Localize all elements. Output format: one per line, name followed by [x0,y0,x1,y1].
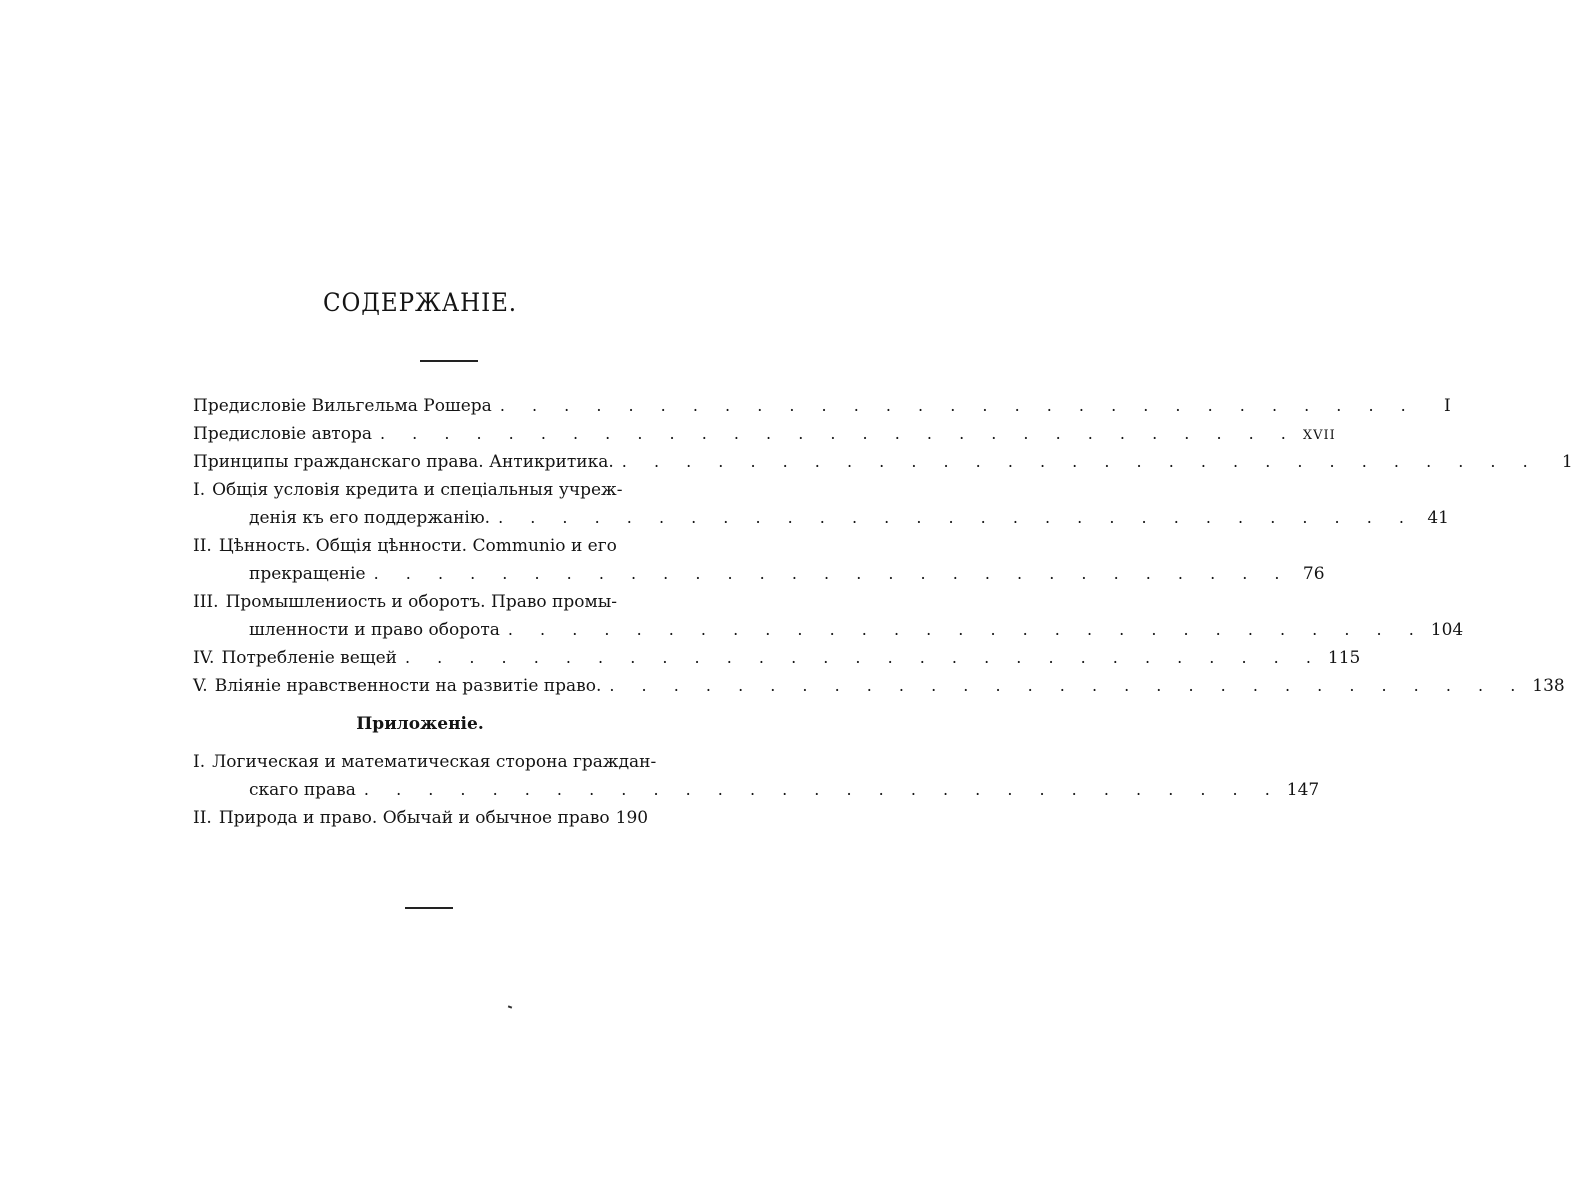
toc-page-number: 190 [615,808,649,828]
toc-page-number: 115 [1327,648,1361,668]
dot-leader: . . . . . . . . . . . . . . . . . . . . . . . . . . . . . [499,396,1417,415]
toc-page-number: XVII [1302,428,1336,443]
toc-entry[interactable] [193,532,698,560]
title-divider [420,360,478,362]
toc-entry-text: Общія условія кредита и спеціальныя учреж- [212,480,623,500]
toc-entry-number: II. [193,536,212,556]
dot-leader: . . . . . . . . . . . . . . . . . . . . . . . . . . . . . [405,648,1322,667]
toc-entry[interactable] [193,588,698,616]
toc-entry-continuation[interactable] [193,560,1325,588]
toc-entry-number: IV. [193,648,215,668]
toc-entry-number: I. [193,752,206,772]
toc-page-number: 41 [1427,508,1449,528]
toc-page-number: 138 [1532,676,1565,696]
toc-entry-continuation[interactable] [193,504,1449,532]
toc-entry[interactable] [193,804,698,832]
toc-entry-continuation[interactable] [193,776,1320,804]
toc-entry-text: Вліяніе нравственности на развитіе право. [214,676,602,696]
dot-leader: . . . . . . . . . . . . . . . . . . . . . . . . . . . . . [507,620,1425,639]
appendix-contents [193,748,1320,832]
toc-entry-text: Предисловіе автора [193,424,372,444]
dot-leader: . . . . . . . . . . . . . . . . . . . . . . . . . . . . . [609,676,1527,695]
toc-entry[interactable] [193,644,1361,672]
toc-entry-number: III. [193,592,219,612]
toc-page-number: 76 [1302,564,1325,584]
print-speck [508,1005,512,1008]
toc-entry-text: Цѣнность. Общія цѣнности. Communio и его [218,536,617,556]
toc-entry[interactable] [193,748,698,776]
toc-entry-number: II. [193,808,212,828]
appendix-heading: Приложеніе. [356,714,484,734]
toc-entry[interactable] [193,476,698,504]
toc-entry-continuation[interactable] [193,616,1464,644]
toc-entry-text: Принципы гражданскаго права. Антикритика. [193,452,614,472]
dot-leader: . . . . . . . . . . . . . . . . . . . . . . . . . . . . . [621,452,1539,471]
toc-entry-text: Промышлениость и оборотъ. Право промы- [225,592,617,612]
toc-entry-text: Природа и право. Обычай и обычное право [218,808,610,828]
table-of-contents [193,392,1573,700]
toc-entry-text: денія къ его поддержанію. [249,508,491,528]
toc-entry[interactable] [193,448,1573,476]
toc-entry-text: скаго права [249,780,356,800]
toc-entry-number: V. [193,676,208,696]
toc-entry-text: Логическая и математическая сторона граждан- [212,752,657,772]
toc-entry-number: I. [193,480,206,500]
toc-page-number: 104 [1430,620,1464,640]
toc-page-number: 147 [1286,780,1320,800]
toc-entry-text: Предисловіе Вильгельма Рошера [193,396,492,416]
dot-leader: . . . . . . . . . . . . . . . . . . . . . . . . . . . . . [498,508,1415,527]
toc-entry[interactable] [193,420,1336,448]
toc-entry-text: шленности и право оборота [249,620,500,640]
dot-leader: . . . . . . . . . . . . . . . . . . . . . . . . . . . . . [363,780,1281,799]
dot-leader: . . . . . . . . . . . . . . . . . . . . . . . . . . . . . [373,564,1291,583]
toc-entry[interactable] [193,392,1451,420]
toc-page-number: 1 [1561,452,1573,472]
page-title: СОДЕРЖАНІЕ. [322,288,518,317]
dot-leader: . . . . . . . . . . . . . . . . . . . . . . . . . . . . . [379,424,1297,443]
toc-entry-text: Потребленіе вещей [221,648,397,668]
toc-entry[interactable] [193,672,1565,700]
toc-page-number: I [1444,396,1451,416]
toc-entry-text: прекращеніе [249,564,366,584]
end-divider [405,907,453,909]
